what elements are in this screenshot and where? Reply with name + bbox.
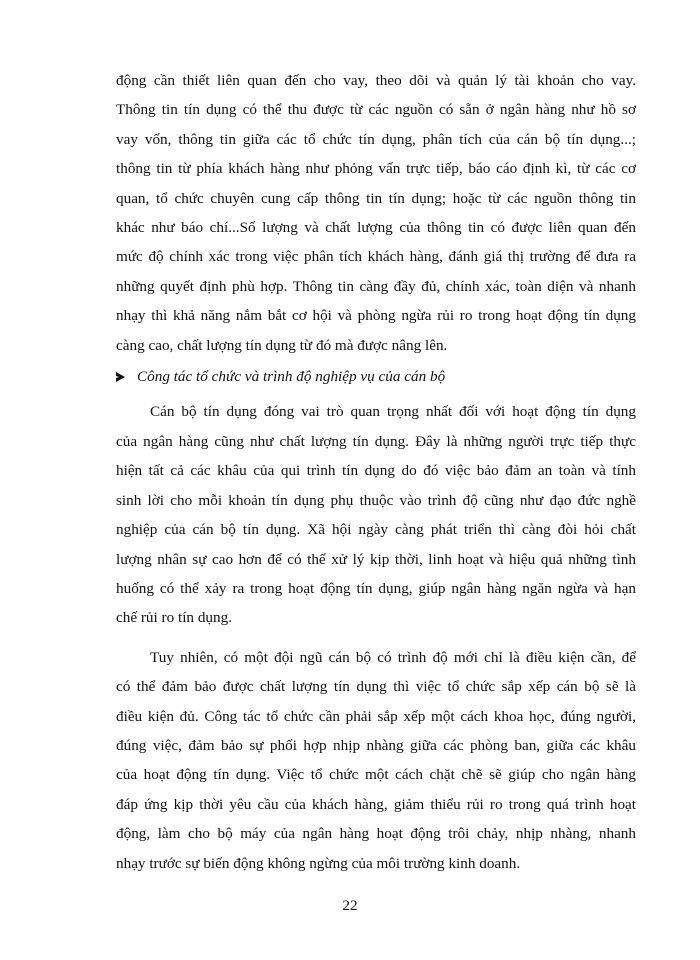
text-line: quan, tổ chức chuyên cung cấp thông tin tín dụng; hoặc từ các nguồn thông tin — [116, 189, 636, 207]
text-line: của hoạt động tín dụng. Việc tổ chức một cách chặt chẽ sẽ giúp cho ngân hàng — [116, 766, 636, 784]
text-line: động cần thiết liên quan đến cho vay, theo dõi và quản lý tài khoản cho vay. — [116, 72, 636, 89]
text-line: lượng nhân sự cao hơn để có thể xử lý kịp thời, linh hoạt và hiệu quả những tình — [116, 550, 636, 568]
text-line: Cán bộ tín dụng đóng vai trò quan trọng nhất đối với hoạt động tín dụng — [150, 403, 636, 421]
section-heading-text: Công tác tổ chức và trình độ nghiệp vụ của cán bộ — [137, 368, 446, 386]
text-line: nhạy trước sự biến động không ngừng của môi trường kinh doanh. — [116, 854, 521, 872]
text-line: động, làm cho bộ máy của ngân hàng hoạt động trôi chảy, nhịp nhàng, nhanh — [116, 825, 636, 843]
text-line: đúng việc, đảm bảo sự phối hợp nhịp nhàng giữa các phòng ban, giữa các khâu — [116, 736, 636, 754]
page-number: 22 — [342, 897, 358, 914]
arrow-bullet-icon — [116, 372, 125, 382]
text-line: điều kiện đủ. Công tác tổ chức cần phải sắp xếp một cách khoa học, đúng người, — [116, 707, 636, 725]
paragraph-organization — [116, 643, 636, 878]
text-line: nghiệp của cán bộ tín dụng. Xã hội ngày càng phát triển thì càng đòi hỏi chất — [116, 521, 636, 539]
text-line: đáp ứng kịp thời yêu cầu của khách hàng, giảm thiểu rủi ro trong quá trình hoạt — [116, 795, 636, 813]
paragraph-spacer — [116, 633, 636, 643]
text-line: huống có thể xảy ra trong hoạt động tín dụng, giúp ngân hàng ngăn ngừa và hạn — [116, 579, 636, 597]
text-line: nhạy thì khả năng nắm bắt cơ hội và phòng ngừa rủi ro trong hoạt động tín dụng — [116, 307, 636, 325]
text-line: khác như báo chí...Số lượng và chất lượng của thông tin có được liên quan đến — [116, 219, 636, 237]
text-line: chế rủi ro tín dụng. — [116, 609, 232, 627]
text-line: vay vốn, thông tin giữa các tổ chức tín dụng, phân tích của cán bộ tín dụng...; — [116, 130, 636, 148]
text-line: Thông tin tín dụng có thể thu được từ các nguồn có sẵn ở ngân hàng như hồ sơ — [116, 101, 636, 119]
paragraph-staff-role — [116, 397, 636, 632]
text-line: có thể đảm bảo được chất lượng tín dụng thì việc tổ chức sắp xếp cán bộ sẽ là — [116, 678, 636, 696]
section-heading — [116, 362, 636, 391]
text-line: mức độ chính xác trong việc phân tích khách hàng, đánh giá thị trường để đưa ra — [116, 248, 636, 266]
text-line: thông tin từ phía khách hàng như phỏng vấn trực tiếp, báo cáo định kì, từ các cơ — [116, 160, 636, 178]
text-line: của ngân hàng cũng như chất lượng tín dụng. Đây là những người trực tiếp thực — [116, 432, 636, 450]
text-line: sinh lời cho mỗi khoản tín dụng phụ thuộc vào trình độ cũng như đạo đức nghề — [116, 491, 636, 509]
text-line: hiện tất cả các khâu của qui trình tín dụng do đó việc bảo đảm an toàn và tính — [116, 462, 636, 480]
text-line: những quyết định phù hợp. Thông tin càng đầy đủ, chính xác, toàn diện và nhanh — [116, 277, 636, 295]
text-line: càng cao, chất lượng tín dụng từ đó mà được nâng lên. — [116, 336, 448, 354]
paragraph-credit-information — [116, 66, 636, 360]
page-body — [116, 66, 636, 878]
text-line: Tuy nhiên, có một đội ngũ cán bộ có trình độ mới chỉ là điều kiện cần, để — [150, 648, 636, 666]
